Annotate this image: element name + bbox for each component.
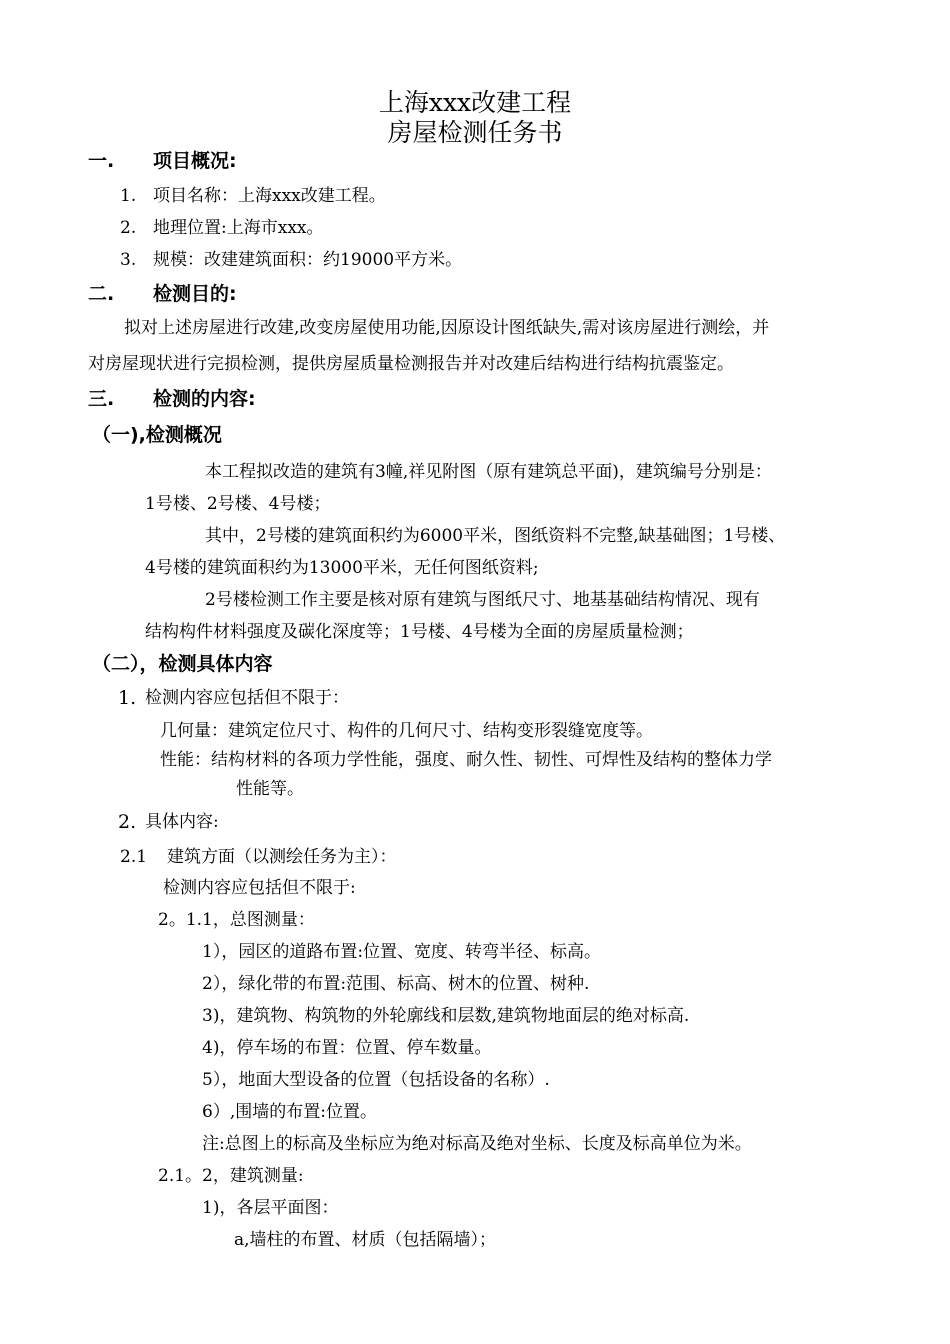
section2-heading: 检测目的: [153, 283, 237, 305]
subsection-2-1-intro: 检测内容应包括但不限于: [163, 878, 356, 898]
content-item2-text: 具体内容: [145, 812, 219, 832]
overview-paragraph2-line2: 4号楼的建筑面积约为13000平米，无任何图纸资料; [145, 558, 539, 578]
content-item1-num: 1. [118, 687, 137, 709]
overview-paragraph3-line1: 2号楼检测工作主要是核对原有建筑与图纸尺寸、地基基础结构情况、现有 [205, 590, 760, 610]
subsection2-heading: （二），检测具体内容 [92, 653, 273, 675]
content-item1-text: 检测内容应包括但不限于： [145, 688, 349, 708]
section2-paragraph-line2: 对房屋现状进行完损检测，提供房屋质量检测报告并对改建后结构进行结构抗震鉴定。 [88, 354, 734, 374]
content-item2-num: 2. [118, 811, 137, 833]
performance-text-line2: 性能等。 [236, 779, 304, 799]
site-plan-item: 2），绿化带的布置:范围、标高、树木的位置、树种. [202, 974, 590, 994]
section1-number: 一. [88, 150, 115, 172]
geometry-text: 几何量：建筑定位尺寸、构件的几何尺寸、结构变形裂缝宽度等。 [160, 721, 653, 741]
section2-paragraph-line1: 拟对上述房屋进行改建,改变房屋使用功能,因原设计图纸缺失,需对该房屋进行测绘，并 [124, 318, 770, 338]
site-plan-item: 3)，建筑物、构筑物的外轮廓线和层数,建筑物地面层的绝对标高. [202, 1006, 690, 1026]
subsection-2-1-text: 建筑方面（以测绘任务为主）： [167, 847, 397, 867]
site-plan-item: 6）,围墙的布置:位置。 [202, 1102, 377, 1122]
section1-item-text: 地理位置:上海市xxx。 [153, 218, 324, 238]
overview-paragraph3-line2: 结构构件材料强度及碳化深度等；1号楼、4号楼为全面的房屋质量检测； [145, 622, 694, 642]
section1-item-num: 3. [120, 250, 137, 270]
section1-heading: 项目概况: [153, 150, 237, 172]
section2-number: 二. [88, 283, 115, 305]
site-plan-item: 1），园区的道路布置:位置、宽度、转弯半径、标高。 [202, 942, 602, 962]
section3-heading: 检测的内容: [153, 388, 256, 410]
performance-text-line1: 性能：结构材料的各项力学性能，强度、耐久性、韧性、可焊性及结构的整体力学 [160, 750, 772, 770]
subsection1-heading: （一),检测概况 [92, 424, 222, 446]
site-plan-item: 5），地面大型设备的位置（包括设备的名称）. [202, 1070, 550, 1090]
overview-paragraph1-line2: 1号楼、2号楼、4号楼； [145, 494, 331, 514]
building-survey-item: 1)，各层平面图： [202, 1198, 339, 1218]
document-title-line1: 上海xxx改建工程 [378, 88, 572, 117]
section3-number: 三. [88, 388, 115, 410]
subsection-2-1-2-heading: 2.1。2，建筑测量: [158, 1166, 304, 1186]
section1-item-text: 项目名称：上海xxx改建工程。 [153, 186, 386, 206]
site-plan-note: 注:总图上的标高及坐标应为绝对标高及绝对坐标、长度及标高单位为米。 [202, 1134, 752, 1154]
overview-paragraph1-line1: 本工程拟改造的建筑有3幢,祥见附图（原有建筑总平面)，建筑编号分别是： [205, 462, 772, 482]
document-title-line2: 房屋检测任务书 [387, 118, 563, 147]
section1-item-num: 2. [120, 218, 137, 238]
subsection-2-1-1-heading: 2。1.1，总图测量： [158, 910, 315, 930]
building-survey-subitem: a,墙柱的布置、材质（包括隔墙）； [234, 1230, 497, 1250]
subsection-2-1-num: 2.1 [120, 847, 148, 867]
section1-item-text: 规模：改建建筑面积：约19000平方米。 [153, 250, 463, 270]
section1-item-num: 1. [120, 186, 137, 206]
site-plan-item: 4)，停车场的布置：位置、停车数量。 [202, 1038, 492, 1058]
overview-paragraph2-line1: 其中，2号楼的建筑面积约为6000平米，图纸资料不完整,缺基础图；1号楼、 [205, 526, 786, 546]
